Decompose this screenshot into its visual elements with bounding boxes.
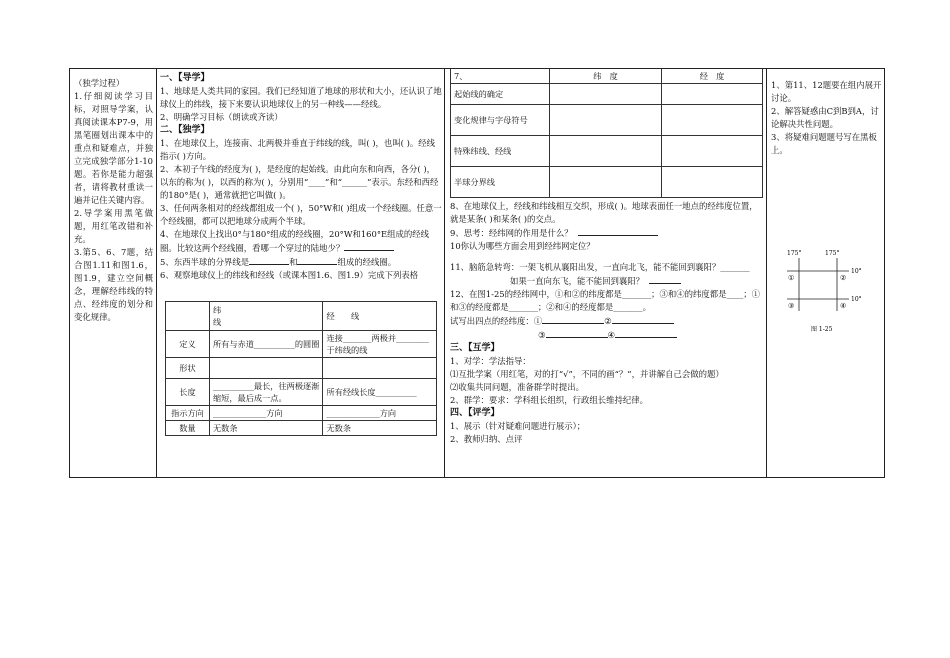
coord-2: ② — [604, 316, 612, 326]
question-4-text: 4、在地球仪上找出0°与180°组成的经线圈，20°W和160°E组成的经线圈。比较这两个经线圈，看哪一个穿过的陆地少？ — [160, 229, 430, 253]
guide-text-1: 1、地球是人类共同的家园。我们已经知道了地球的形状和大小，还认识了地球仪上的纬线，接下来要认识地球仪上的另一种线——经线。 — [160, 86, 442, 109]
answer-cell[interactable] — [662, 167, 763, 198]
table-header-longitude: 经 线 — [323, 302, 437, 331]
cell-longitude-definition: 连接_______两极并________于纬线的线 — [323, 331, 437, 358]
header-longitude-degree: 经 度 — [662, 69, 763, 84]
cell-longitude-shape[interactable] — [323, 358, 437, 379]
row-start-line: 起始线的确定 — [451, 84, 550, 105]
fig-lon-label-1: 175° — [787, 250, 802, 257]
row-label-length: 长度 — [166, 379, 210, 406]
answer-cell[interactable] — [662, 136, 763, 167]
cell-latitude-length: __________最长，往两极逐渐缩短，最后成一点。 — [209, 379, 323, 406]
main-right-column — [445, 69, 767, 477]
fig-point-3: ③ — [788, 302, 795, 310]
answer-blank[interactable] — [649, 274, 681, 284]
answer-blank[interactable] — [297, 255, 337, 265]
graticule-figure — [785, 247, 869, 347]
question-7-label: 7、 — [451, 69, 550, 84]
peer-text-4: 2、群学：要求：学科组长组织，行政组长维持纪律。 — [450, 395, 648, 405]
cell-longitude-count: 无数条 — [323, 421, 437, 436]
table-header-latitude — [209, 302, 323, 331]
answer-blank[interactable] — [249, 255, 289, 265]
question-12-b — [450, 314, 762, 328]
question-11-b-text: 如果一直向东飞，能不能回到襄阳？ — [510, 276, 644, 286]
process-item-1: 1.仔细阅读学习目标，对照导学案，认真阅读课本P7-9，用黑笔圈划出课本中的重点和疑难点，并独立完成独学部分1-10题。若你是能力超强者，请将教材重读一遍并记住关键内容。 — [74, 91, 153, 205]
row-label-definition: 定义 — [166, 331, 210, 358]
answer-cell[interactable] — [662, 84, 763, 105]
question-11: 11、脑筋急转弯：一架飞机从襄阳出发，一直向北飞，能不能回到襄阳？_______ — [450, 262, 750, 272]
answer-cell[interactable] — [550, 167, 662, 198]
answer-blank[interactable] — [612, 314, 674, 324]
question-4 — [160, 228, 442, 255]
question-11-b — [450, 274, 762, 288]
question-5-b: 和 — [289, 257, 298, 267]
coord-1: 试写出四点的经纬度：① — [450, 316, 543, 326]
question-6: 6、观察地球仪上的纬线和经线（或课本图1.6、图1.9）完成下列表格 — [160, 270, 419, 280]
fig-lat-label-1: 10° — [851, 268, 862, 275]
section-peer-heading: 三、【互学】 — [450, 343, 500, 353]
cell-latitude-direction: _____________方向 — [209, 406, 323, 421]
process-item-3: 3.第5、6、7题，结合图1.11和图1.6，图1.9，建立空间概念，理解经纬线的特点、经纬度的划分和变化规律。 — [74, 247, 153, 322]
fig-lon-label-2: 175° — [825, 250, 840, 257]
question-8: 8、在地球仪上，经线和纬线相互交织，形成( )。地球表面任一地点的经纬度位置，就是某条( )和某条( )的交点。 — [450, 201, 758, 224]
peer-text-2: ⑴互批学案（用红笔，对的打“√”，不同的画“？”，并讲解自己会做的题） — [450, 369, 724, 379]
row-label-count: 数量 — [166, 421, 210, 436]
fig-lat-label-2: 10° — [851, 296, 862, 303]
comparison-table — [450, 69, 763, 198]
answer-blank[interactable] — [546, 328, 608, 338]
answer-cell[interactable] — [550, 136, 662, 167]
row-special-lines: 特殊纬线、经线 — [451, 136, 550, 167]
question-10: 10你认为哪些方面会用到经纬网定位？ — [450, 241, 595, 251]
row-change-rule: 变化规律与字母符号 — [451, 105, 550, 136]
cell-latitude-definition: 所有与赤道__________的圆圈 — [209, 331, 323, 358]
row-label-shape: 形状 — [166, 358, 210, 379]
question-3: 3、任何两条相对的经线都组成一个( )，50°W和( )组成一个经线圈。任意一个经线圈，都可以把地球分成两个半球。 — [160, 203, 442, 226]
header-latitude-1: 纬 — [212, 305, 222, 315]
note-1: 1、第11、12题要在组内展开讨论。 — [771, 80, 882, 103]
answer-blank[interactable] — [615, 328, 677, 338]
fig-point-1: ① — [788, 274, 795, 282]
fig-caption: 图 1-25 — [811, 326, 833, 333]
process-column — [70, 69, 157, 477]
cell-longitude-direction: _____________方向 — [323, 406, 437, 421]
question-5-c: 组成的经线圈。 — [337, 257, 397, 267]
review-text-2: 2、教师归纳、点评 — [450, 434, 523, 444]
process-title: （独学过程） — [74, 78, 125, 88]
section-self-study-heading: 二、【独学】 — [160, 125, 210, 135]
cell-longitude-length: 所有经线长度__________ — [323, 379, 437, 406]
answer-blank[interactable] — [578, 226, 658, 236]
row-label-direction: 指示方向 — [166, 406, 210, 421]
answer-cell[interactable] — [662, 105, 763, 136]
header-latitude-2: 线 — [212, 317, 222, 327]
review-text-1: 1、展示（针对疑难问题进行展示）； — [450, 421, 586, 431]
peer-text-3: ⑵收集共同问题，准备群学时提出。 — [450, 382, 584, 392]
note-2: 2、解答疑惑由C到B到A，讨论解决共性问题。 — [771, 106, 879, 129]
cell-latitude-count: 无数条 — [209, 421, 323, 436]
question-2: 2、本初子午线的经度为( )，是经度的起始线。由此向东和向西，各分( )，以东的称为( )，以西的称为( )，分别用“____”和“______”表示。东经和西经的180°是( )，通常就把它叫做( )。 — [160, 164, 439, 200]
worksheet-frame — [69, 68, 885, 478]
peer-text-1: 1、对学：学法指导： — [450, 356, 531, 366]
header-latitude-degree: 纬 度 — [550, 69, 662, 84]
answer-cell[interactable] — [550, 105, 662, 136]
question-1: 1、在地球仪上，连接南、北两极并垂直于纬线的线，叫( )，也叫( )。经线指示( )方向。 — [160, 138, 435, 161]
row-hemisphere-boundary: 半球分界线 — [451, 167, 550, 198]
notes-column — [767, 69, 886, 477]
latitude-longitude-table — [165, 301, 437, 436]
process-item-2: 2.导学案用黑笔做题，用红笔改错和补充。 — [74, 208, 153, 244]
section-guide-heading: 一、【导学】 — [160, 73, 210, 83]
question-9 — [450, 226, 762, 240]
main-left-column — [157, 69, 445, 477]
question-12: 12、在图1-25的经纬网中，①和②的纬度都是_______；③和④的纬度都是____；①和③的经度都是_______；②和④的经度都是_______。 — [450, 289, 761, 312]
question-5 — [160, 255, 442, 269]
cell-latitude-shape[interactable] — [209, 358, 323, 379]
answer-blank[interactable] — [344, 241, 394, 251]
question-5-a: 5、东西半球的分界线是 — [160, 257, 250, 267]
table-corner-cell — [166, 302, 210, 331]
guide-text-2: 2、明确学习目标（朗读或齐读） — [160, 112, 283, 122]
answer-cell[interactable] — [550, 84, 662, 105]
fig-point-4: ④ — [840, 302, 847, 310]
question-9-text: 9、思考：经纬网的作用是什么？ — [450, 228, 573, 238]
coord-3: ③ — [538, 330, 546, 340]
answer-blank[interactable] — [542, 314, 604, 324]
fig-point-2: ② — [840, 274, 847, 282]
note-3: 3、将疑难问题题号写在黑板上。 — [771, 132, 877, 155]
coord-4: ④ — [607, 330, 616, 340]
section-review-heading: 四、【评学】 — [450, 408, 500, 418]
question-12-c — [450, 328, 762, 342]
